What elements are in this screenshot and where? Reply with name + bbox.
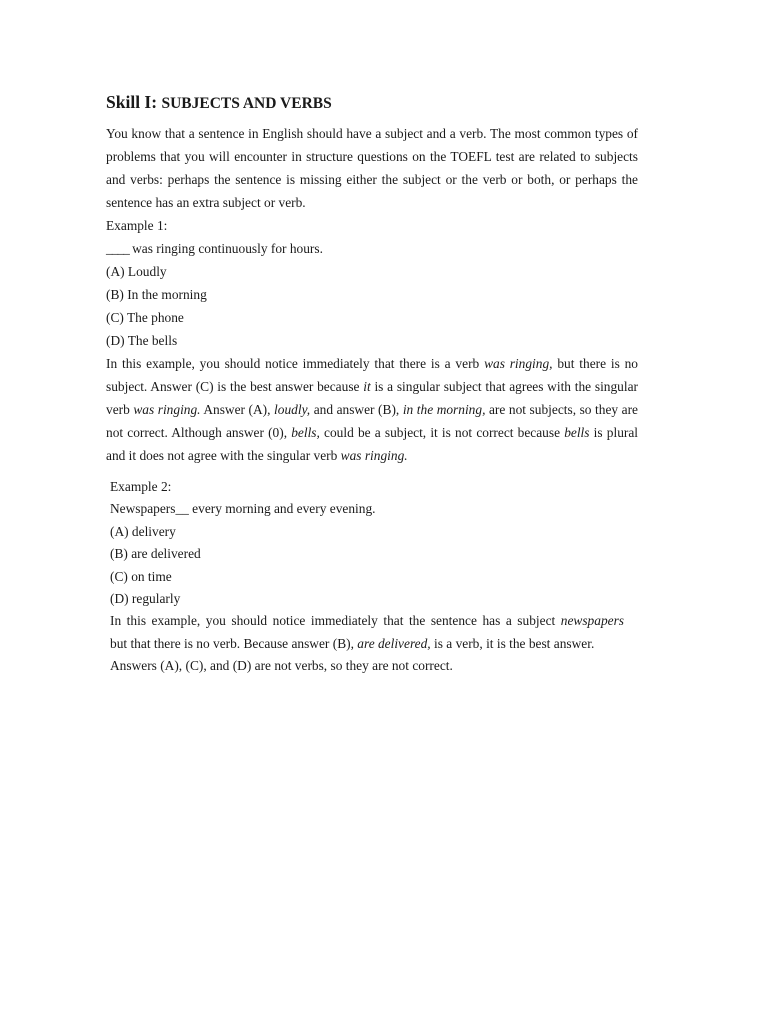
explanation-text: In this example, you should notice immediately that the sentence has a subject xyxy=(110,613,561,629)
explanation-italic: it xyxy=(363,379,371,394)
explanation-italic: bells, xyxy=(291,425,320,440)
explanation-text: but there is no subject. Answer (C) is the best answer because xyxy=(106,356,639,394)
example2-label: Example 2: xyxy=(110,479,172,494)
page-title xyxy=(106,91,638,115)
explanation-text: In this example, you should notice immediately that there is a verb xyxy=(106,356,485,371)
explanation-italic: was ringing. xyxy=(340,448,408,463)
title-rest: SUBJECTS AND VERBS xyxy=(161,95,332,112)
explanation-text: is a verb, it is the best answer. xyxy=(430,635,595,651)
explanation-italic: was ringing, xyxy=(484,356,553,371)
title-lead: Skill I: xyxy=(106,92,158,112)
example2-option-d: (D) regularly xyxy=(110,591,181,607)
explanation-italic: bells xyxy=(564,425,590,440)
example1-option-d: (D) The bells xyxy=(106,333,178,348)
explanation-text: are not subjects, so they are not correct. Although answer (0), xyxy=(106,402,639,440)
example2-option-b: (B) are delivered xyxy=(110,546,201,562)
example1-option-a: (A) Loudly xyxy=(106,264,167,279)
explanation-italic: in the morning, xyxy=(402,402,486,417)
explanation-text: could be a subject, it is not correct because xyxy=(319,425,565,440)
explanation-text: is a singular subject that agrees with the singular verb xyxy=(106,379,638,417)
example2-option-c: (C) on time xyxy=(110,568,172,584)
example1-explanation xyxy=(106,352,638,467)
intro-paragraph: You know that a sentence in English should have a subject and a verb. The most common types of problems that you will encounter in structure questions on the TOEFL test are related to subjects and verbs: perhaps the sentence is missing either the subject or the verb or both, or perhaps the sentence has an extra subject or verb. xyxy=(106,126,638,210)
explanation-text: Answer (A), xyxy=(200,402,275,417)
example1-stem xyxy=(106,237,638,260)
example1-label: Example 1: xyxy=(106,218,168,233)
explanation-italic: are delivered, xyxy=(357,635,431,651)
explanation-italic: was ringing. xyxy=(133,402,201,417)
explanation-text: and answer (B), xyxy=(310,402,403,417)
example1-stem-text: was ringing continuously for hours. xyxy=(128,241,323,256)
example2-block xyxy=(110,476,640,678)
explanation-text: is plural and it does not agree with the singular verb xyxy=(106,425,639,463)
explanation-line: Answers (A), (C), and (D) are not verbs, so they are not correct. xyxy=(110,658,453,674)
example2-option-a: (A) delivery xyxy=(110,523,176,539)
example1-option-b: (B) In the morning xyxy=(106,287,207,302)
example2-explanation xyxy=(110,610,640,677)
explanation-italic: loudly, xyxy=(274,402,311,417)
explanation-line xyxy=(110,633,640,655)
example1-option-c: (C) The phone xyxy=(106,310,184,325)
example1-blank: ____ xyxy=(106,241,129,256)
example2-stem: Newspapers__ every morning and every evening. xyxy=(110,501,376,517)
document-page xyxy=(106,91,638,467)
explanation-line xyxy=(110,610,624,632)
explanation-italic: newspapers xyxy=(560,613,624,629)
explanation-text: but that there is no verb. Because answer (B), xyxy=(110,635,358,651)
